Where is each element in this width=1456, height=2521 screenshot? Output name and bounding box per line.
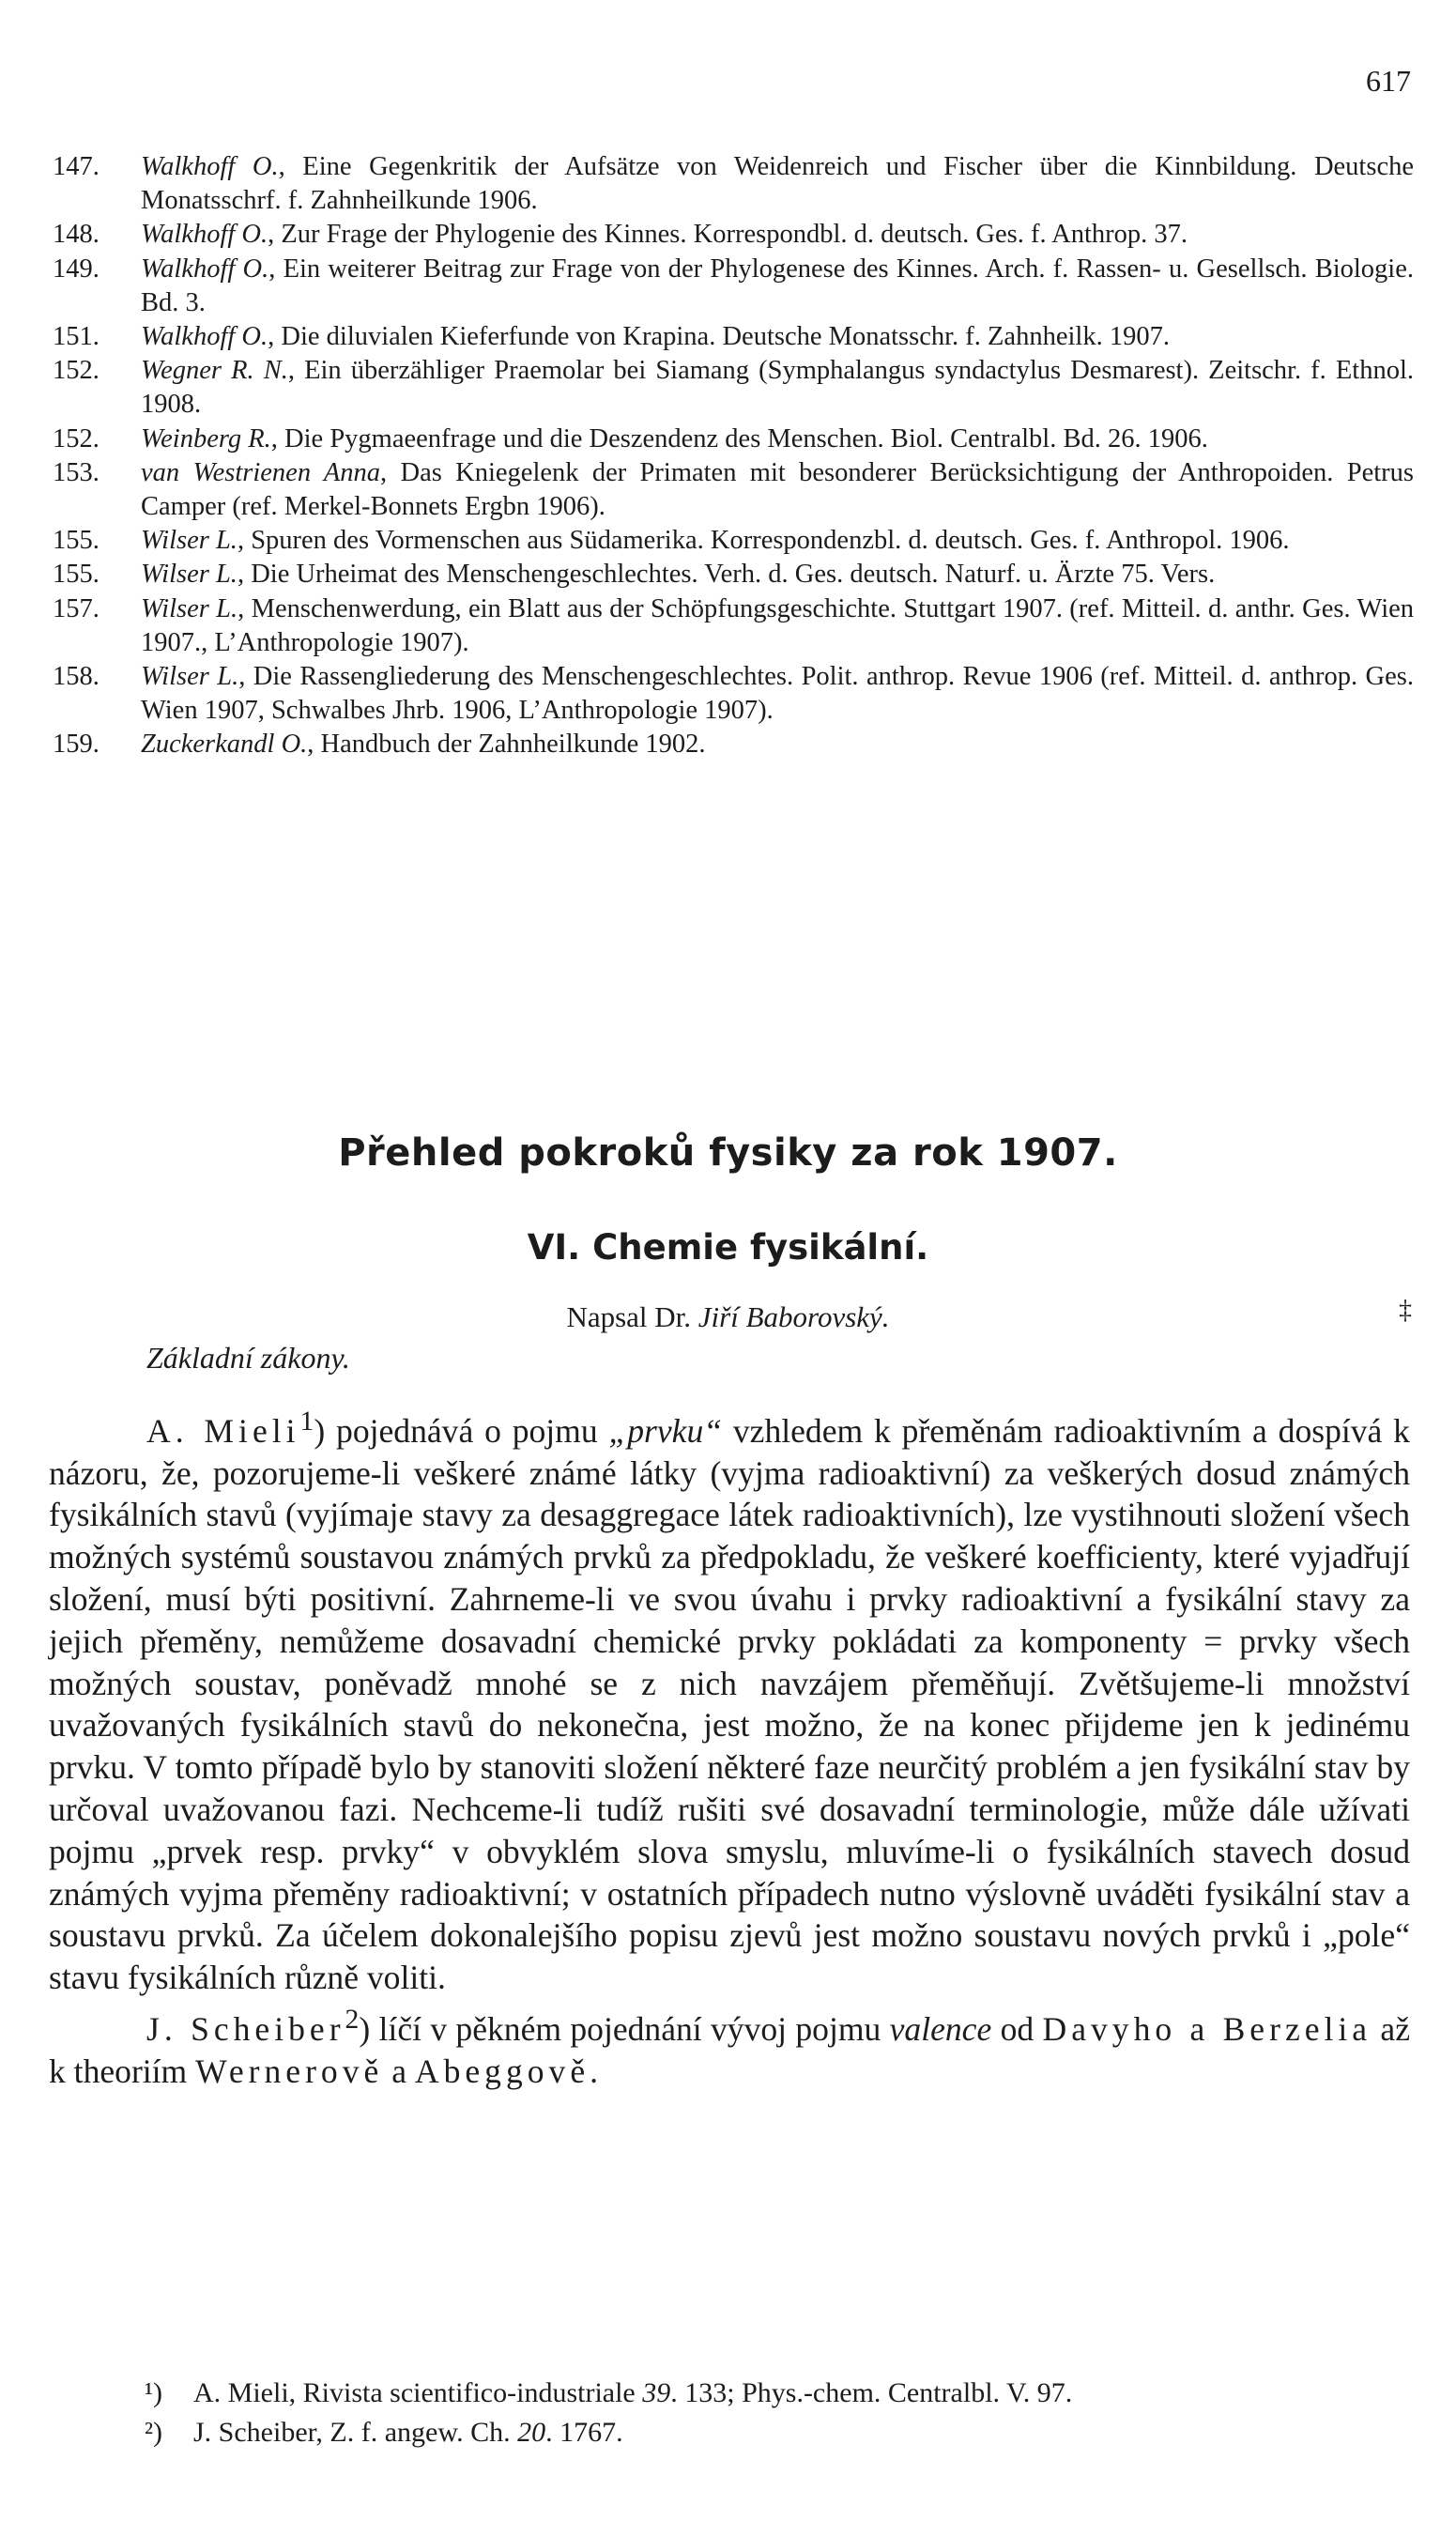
reference-entry: [53, 592, 1414, 660]
reference-number: 159.: [53, 730, 100, 760]
reference-entry: [53, 423, 1414, 456]
reference-text: , Die Urheimat des Menschengeschlechtes. Verh. d. Ges. deutsch. Naturf. u. Ärzte 75. Vers.: [237, 560, 1216, 590]
reference-number: 153.: [53, 457, 100, 487]
reference-number: 155.: [53, 526, 100, 556]
reference-body: [141, 524, 1414, 558]
reference-number: 155.: [53, 560, 100, 590]
reference-body: [141, 253, 1414, 320]
reference-text: , Die Rassengliederung des Menschengeschlechtes. Polit. anthrop. Revue 1906 (ref. Mitteil. d. anthrop. Ges. Wien 1907, Schwalbes Jhrb. 1906, L’Anthropologie 1907).: [141, 662, 1414, 726]
reference-text: , Ein überzähliger Praemolar bei Siamang (Symphalangus syndactylus Desmarest). Zeitschr. f. Ethnol. 1908.: [141, 356, 1415, 420]
footnote-ref: 2: [345, 2005, 360, 2036]
reference-body: [141, 320, 1414, 354]
reference-entry: [53, 660, 1414, 728]
reference-author: Walkhoff O.: [141, 220, 268, 250]
name-davy-berzelius: Davyho a Berzelia: [1042, 2009, 1372, 2048]
paragraph-text: vzhledem k přeměnám radioaktivním a dospívá k názoru, že, pozorujeme-li veškeré známé látky (vyjma radioaktivní) za veškerých dosud známých fysikálních stavů (vyjímaje stavy za desaggregace látek radioaktivních), lze vystihnouti složení všech možných systémů soustavou známých prvků za předpokladu, že veškeré koefficienty, které vyjadřují složení, musí býti positivní. Zahrneme-li ve svou úvahu i prvky radioaktivní a fysikální stavy za jejich přeměny, nemůžeme dosavadní chemické prvky pokládati za komponenty = prvky všech možných soustav, poněvadž mnohé se z nich navzájem přeměňují. Zvětšujeme-li množství uvažovaných fysikálních stavů do nekonečna, jest možno, že na konec přijdeme jen k jedinému prvku. V tomto případě bylo by stanoviti složení některé faze neurčitý problém a jen fysikální stav by určoval uvažovanou fazi. Nechceme-li tudíž rušiti své dosavadní terminologie, může dále užívati pojmu „prvek resp. prvky“ v obvyklém slova smyslu, mluvíme-li o fysikálních stavech dosud známých vyjma přeměny radioaktivní; v ostatních případech nutno výslovně uváděti fysikální stav a soustavu prvků. Za účelem dokonalejšího popisu zjevů jest možno soustavu nových prvků i „pole“ stavu fysikálních různě voliti.: [49, 1411, 1410, 1997]
reference-text: , Ein weiterer Beitrag zur Frage von der Phylogenese des Kinnes. Arch. f. Rassen- u. Gesellsch. Biologie. Bd. 3.: [141, 254, 1414, 317]
reference-entry: [53, 150, 1414, 218]
reference-text: , Menschenwerdung, ein Blatt aus der Schöpfungsgeschichte. Stuttgart 1907. (ref. Mitteil. d. anthr. Ges. Wien 1907., L’Anthropologie 1907).: [141, 593, 1415, 657]
paragraph-text: a: [383, 2052, 415, 2090]
footnote-text: [193, 2413, 623, 2452]
footnote-volume: 39: [642, 2377, 671, 2408]
reference-author: Wilser L.: [141, 560, 238, 590]
page-number: 617: [1366, 64, 1411, 98]
footnote-mark: ²): [145, 2417, 162, 2448]
author-line: [0, 1300, 1456, 1334]
reference-body: [141, 218, 1414, 252]
reference-body: [141, 150, 1414, 218]
paragraph-text: od: [991, 2009, 1043, 2048]
reference-entry: [53, 558, 1414, 592]
section-title: Přehled pokroků fysiky za rok 1907.: [338, 1131, 1118, 1175]
paragraph-scheiber: [49, 1999, 1410, 2092]
name-abegg: Abeggově: [414, 2052, 590, 2090]
chapter-title: [0, 1227, 1456, 1268]
footnote-text: [193, 2374, 1072, 2413]
reference-number: 151.: [53, 322, 100, 352]
term-valence: valence: [889, 2009, 992, 2048]
reference-body: [141, 456, 1414, 524]
reference-author: van Westrienen Anna: [141, 457, 381, 487]
reference-author: Walkhoff O.: [141, 254, 269, 284]
reference-entry: [53, 320, 1414, 354]
footnote-citation-end: . 133; Phys.-chem. Centralbl. V. 97.: [670, 2377, 1073, 2408]
reference-author: Wilser L.: [141, 662, 239, 692]
reference-number: 148.: [53, 220, 100, 250]
reference-entry: [53, 456, 1414, 524]
reference-body: [141, 423, 1414, 456]
body-text: [49, 1401, 1410, 2092]
reference-number: 157.: [53, 593, 100, 623]
footnote-mark: ¹): [145, 2377, 162, 2408]
reference-entry: [53, 253, 1414, 320]
reference-text: , Eine Gegenkritik der Aufsätze von Weidenreich und Fischer über die Kinnbildung. Deutsche Monatsschrf. f. Zahnheilkunde 1906.: [141, 152, 1414, 216]
footnote-citation-end: . 1767.: [545, 2417, 623, 2448]
chapter-name: Chemie fysikální.: [592, 1227, 929, 1268]
reference-number: 149.: [53, 254, 100, 284]
reference-author: Wilser L.: [141, 593, 238, 623]
paragraph-text: až k theoriím: [49, 2009, 1411, 2090]
reference-author: Walkhoff O.: [141, 152, 279, 181]
paragraph-text: .: [590, 2052, 599, 2090]
reference-text: , Die diluvialen Kieferfunde von Krapina. Deutsche Monatsschr. f. Zahnheilk. 1907.: [268, 322, 1170, 352]
author-name: Jiří Baborovský.: [697, 1300, 890, 1333]
term-prvek: „prvku“: [608, 1411, 723, 1450]
footnote-citation: A. Mieli, Rivista scientifico-industriale: [193, 2377, 643, 2408]
author-mark: ‡: [1399, 1296, 1412, 1325]
subheading: Základní zákony.: [146, 1341, 350, 1375]
footnote: [145, 2374, 1412, 2413]
paragraph-text: ) líčí v pěkném pojednání vývoj pojmu: [359, 2009, 890, 2048]
footnote-ref: 1: [299, 1407, 314, 1437]
reference-body: [141, 558, 1414, 592]
reference-author: Zuckerkandl O.: [141, 730, 308, 760]
reference-entry: [53, 524, 1414, 558]
reference-author: Walkhoff O.: [141, 322, 268, 352]
reference-number: 147.: [53, 152, 100, 181]
reference-list: [53, 150, 1414, 762]
reference-author: Weinberg R.: [141, 423, 271, 453]
footnote: [145, 2413, 1412, 2452]
reference-author: Wegner R. N.: [141, 356, 288, 386]
footnotes: [145, 2374, 1412, 2452]
chapter-numeral: VI.: [527, 1227, 581, 1268]
reference-body: [141, 592, 1414, 660]
reference-text: , Spuren des Vormenschen aus Südamerika. Korrespondenzbl. d. deutsch. Ges. f. Anthropol. 1906.: [237, 526, 1290, 556]
footnote-citation: J. Scheiber, Z. f. angew. Ch.: [193, 2417, 518, 2448]
reference-text: , Die Pygmaeenfrage und die Deszendenz des Menschen. Biol. Centralbl. Bd. 26. 1906.: [270, 423, 1208, 453]
author-prefix: Napsal Dr.: [566, 1300, 692, 1333]
reference-body: [141, 728, 1414, 761]
footnote-volume: 20: [517, 2417, 546, 2448]
paragraph-text: ) pojednává o pojmu: [314, 1411, 609, 1450]
reference-body: [141, 354, 1414, 422]
reference-text: , Das Kniegelenk der Primaten mit besonderer Berücksichtigung der Anthropoiden. Petrus Camper (ref. Merkel-Bonnets Ergbn 1906).: [141, 457, 1414, 522]
author-name-scheiber: J. Scheiber: [146, 2009, 345, 2048]
reference-number: 152.: [53, 356, 100, 386]
name-werner: Wernerově: [195, 2052, 384, 2090]
reference-body: [141, 660, 1414, 728]
paragraph-mieli: [49, 1401, 1410, 1999]
reference-entry: [53, 728, 1414, 761]
reference-author: Wilser L.: [141, 526, 238, 556]
reference-text: , Zur Frage der Phylogenie des Kinnes. Korrespondbl. d. deutsch. Ges. f. Anthrop. 37.: [268, 220, 1188, 250]
reference-number: 158.: [53, 662, 100, 692]
author-name-mieli: A. Mieli: [146, 1411, 300, 1450]
reference-text: , Handbuch der Zahnheilkunde 1902.: [307, 730, 706, 760]
reference-number: 152.: [53, 423, 100, 453]
reference-entry: [53, 354, 1414, 422]
reference-entry: [53, 218, 1414, 252]
